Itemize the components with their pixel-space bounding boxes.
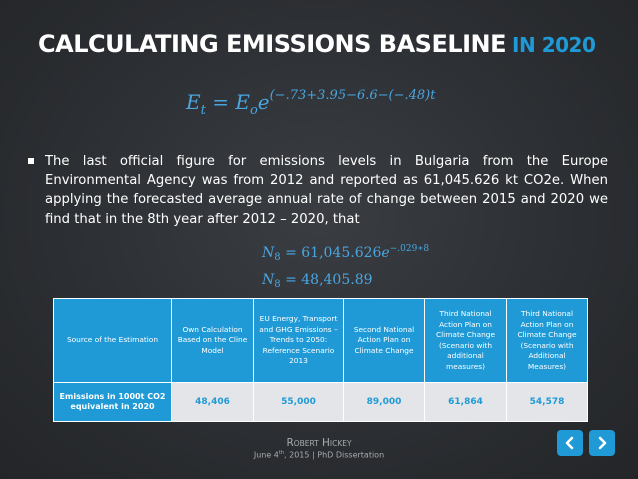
author-last-rest: ICKEY xyxy=(329,439,352,448)
eq-equals: = xyxy=(205,90,236,114)
table-header-cell: Source of the Estimation xyxy=(54,299,172,383)
table-cell: 54,578 xyxy=(507,383,588,422)
table-header-cell: EU Energy, Transport and GHG Emissions – Trends to 2050: Reference Scenario 2013 xyxy=(254,299,344,383)
table-cell: 89,000 xyxy=(344,383,425,422)
footer-date-sup: th xyxy=(278,450,285,456)
eq-e: e xyxy=(257,90,270,114)
bullet-square-icon xyxy=(28,158,34,164)
chevron-left-icon xyxy=(563,436,577,450)
bullet-text: The last official figure for emissions levels in Bulgaria from the Europe Environmental Agency was from 2012 and reported as 61,045.626 kt CO2e. When applying the forecasted average annual rate of change between 2015 and 2020 we find that in the 8th year after 2012 – 2020, that xyxy=(45,154,608,227)
chevron-right-icon xyxy=(595,436,609,450)
table-cell: 55,000 xyxy=(254,383,344,422)
slide-title-accent: IN 2020 xyxy=(512,33,596,57)
table-cell: 48,406 xyxy=(172,383,254,422)
equation-n8-result xyxy=(262,272,373,290)
table-header-cell: Third National Action Plan on Climate Change (Scenario with additional measures) xyxy=(425,299,507,383)
table-row-label: Emissions in 1000t CO2 equivalent in 2020 xyxy=(54,383,172,422)
eq2-n: N xyxy=(262,245,275,261)
emissions-table xyxy=(53,298,588,422)
author-first-initial: R xyxy=(286,437,294,449)
eq2-rhs: = 61,045.626 xyxy=(280,245,382,261)
slide-title xyxy=(38,30,595,58)
next-slide-button[interactable] xyxy=(589,430,615,456)
eq-rhs-sub: o xyxy=(249,103,258,118)
footer-date-prefix: June 4 xyxy=(253,450,279,460)
eq3-n: N xyxy=(262,272,275,288)
author-last-initial: H xyxy=(321,437,330,449)
slide-title-main: CALCULATING EMISSIONS BASELINE xyxy=(38,30,507,58)
table-cell: 61,864 xyxy=(425,383,507,422)
eq-lhs-sub: t xyxy=(200,103,206,118)
table-header-cell: Second National Action Plan on Climate Change xyxy=(344,299,425,383)
eq2-e: e xyxy=(381,245,390,261)
table-header-cell: Third National Action Plan on Climate Change (Scenario with Additional Measures) xyxy=(507,299,588,383)
eq2-exp: −.029∗8 xyxy=(389,244,430,254)
author-name xyxy=(0,437,638,449)
eq3-rhs: = 48,405.89 xyxy=(280,272,373,288)
equation-n8-formula xyxy=(262,244,429,263)
eq3-sub: 8 xyxy=(274,279,281,290)
emissions-equation xyxy=(186,88,435,118)
table-header-row xyxy=(54,299,588,383)
eq-lhs: E xyxy=(186,90,201,114)
eq2-sub: 8 xyxy=(274,252,281,263)
bullet-item xyxy=(28,152,608,229)
eq-rhs-base: E xyxy=(235,90,250,114)
author-first-rest: OBERT xyxy=(293,439,319,448)
table-row xyxy=(54,383,588,422)
footer-date-suffix: , 2015 | PhD Dissertation xyxy=(284,450,385,460)
eq-exponent: (−.73+3.95−6.6−(−.48)t xyxy=(269,88,436,103)
table-header-cell: Own Calculation Based on the Cline Model xyxy=(172,299,254,383)
footer-date xyxy=(0,450,638,460)
prev-slide-button[interactable] xyxy=(557,430,583,456)
